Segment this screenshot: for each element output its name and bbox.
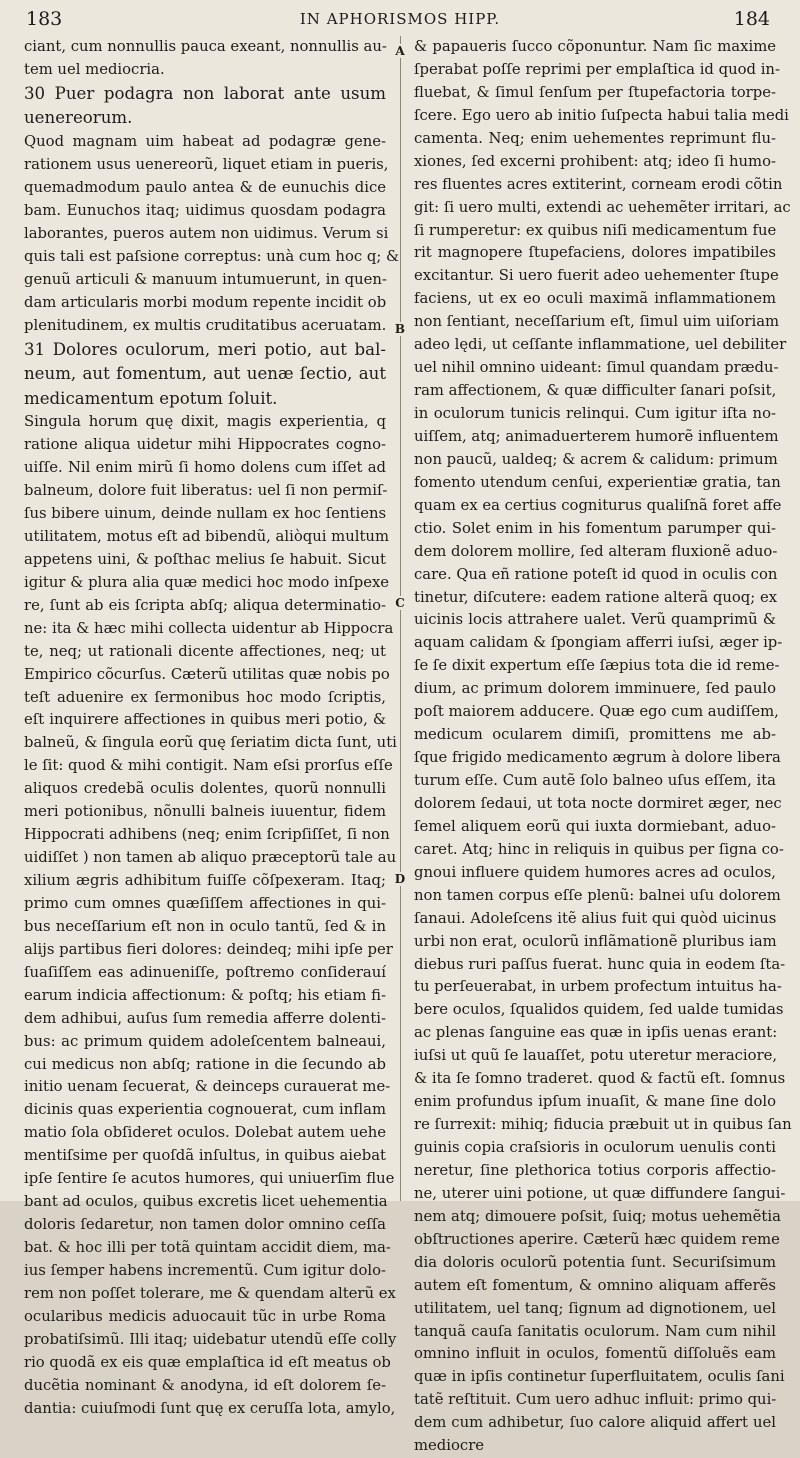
- text-line: le ſit: quod & mihi contigit. Nam eſsi prorſus eſſe: [24, 757, 393, 775]
- text-line: balneum, dolore fuit liberatus: uel ſi non permiſ-: [24, 482, 388, 500]
- text-line: appetens uini, & poſthac melius ſe habuit. Sicut: [24, 550, 386, 568]
- text-line: ratione aliqua uidetur mihi Hippocrates cogno-: [24, 436, 386, 454]
- text-line: adeo lędi, ut ceſſante inflammatione, uel debiliter: [414, 336, 787, 354]
- text-line: ſque frigido medicamento ægrum à dolore libera: [414, 749, 781, 767]
- text-line: bat. & hoc illi per totã quintam accidit diem, ma-: [24, 1239, 391, 1257]
- text-line: ctio. Solet enim in his fomentum parumper qui-: [414, 519, 776, 537]
- text-line: fluebat, & ſimul ſenſum per ſtupefactoria torpe-: [414, 83, 776, 101]
- text-line: dem cum adhibetur, ſuo calore aliquid affert uel: [414, 1414, 776, 1432]
- text-line: ocularibus medicis aduocauit tũc in urbe Roma: [24, 1307, 386, 1325]
- text-line: plenitudinem, ex multis cruditatibus aceruatam.: [24, 316, 387, 334]
- text-line: poſt maiorem adducere. Quæ ego cum audiſſem,: [414, 703, 779, 721]
- text-line: Singula horum quę dixit, magis experientia, q: [24, 413, 386, 431]
- text-line: ipſe ſentire ſe acutos humores, qui uniuerſim flue: [24, 1170, 395, 1188]
- text-line: bam. Eunuchos itaq; uidimus quosdam podagra: [24, 201, 386, 219]
- text-line: xiones, ſed excerni prohibent: atq; ideo ſi humo-: [414, 152, 776, 170]
- text-line: meri potionibus, nõnulli balneis iuuentur, fidem: [24, 803, 386, 821]
- margin-letter-c: C: [393, 596, 407, 610]
- text-line: tatẽ reſtituit. Cum uero adhuc influit: primo qui-: [414, 1391, 777, 1409]
- text-line: utilitatem, uel tanq; ſignum ad dignotionem, uel: [414, 1299, 776, 1317]
- text-line: omnino influit in oculos, fomentũ diſſoluẽs eam: [414, 1345, 776, 1363]
- text-line: uel nihil omnino uideant: ſimul quandam prædu-: [414, 359, 779, 377]
- text-line: utilitatem, motus eſt ad bibendũ, aliòqui multum: [24, 527, 389, 545]
- text-line: initio uenam ſecuerat, & deinceps curauerat me-: [24, 1078, 391, 1096]
- text-line: ne, uterer uini potione, ut quæ diffundere ſangui-: [414, 1184, 786, 1202]
- text-line: tinetur, diſcutere: eadem ratione alterã quoq; ex: [414, 588, 778, 606]
- text-line: obſtructiones aperire. Cæterũ hæc quidem reme: [414, 1230, 780, 1248]
- text-line: genuũ articuli & manuum intumuerunt, in quen-: [24, 270, 387, 288]
- text-line: nem atq; dimouere poſsit, ſuiq; motus uehemẽtia: [414, 1207, 781, 1225]
- text-line: ſus bibere uinum, deinde nullam ex hoc ſentiens: [24, 505, 387, 523]
- text-line: balneũ, & ſingula eorũ quę ſeriatim dicta ſunt, uti: [24, 734, 397, 752]
- text-line: & papaueris ſucco cõponuntur. Nam ſic maxime: [414, 38, 776, 55]
- text-line: iuſsi ut quũ ſe lauaſſet, potu uteretur meraciore,: [414, 1047, 778, 1065]
- text-line: xilium ægris adhibitum fuiſſe cõſpexeram. Itaq;: [24, 872, 386, 890]
- text-line: neretur, ſine plethorica totius corporis affectio-: [414, 1161, 776, 1179]
- aphorism-line: 30 Puer podagra non laborat ante usum: [24, 83, 386, 103]
- text-line: quam ex ea certius cogniturus qualiſnã foret affe: [414, 496, 782, 514]
- text-line: ſemel aliquem eorũ qui iuxta dormiebant, aduo-: [414, 817, 776, 835]
- text-line: bere oculos, ſqualidos quidem, ſed ualde tumidas: [414, 1001, 784, 1019]
- text-line: rationem usus uenereorũ, liquet etiam in pueris,: [24, 156, 389, 173]
- page-number-right: 184: [733, 8, 770, 30]
- text-line: rio quodã ex eis quæ emplaſtica id eſt meatus ob: [24, 1353, 391, 1371]
- text-line: uiſſem, atq; animaduerterem humorẽ influentem: [414, 427, 779, 445]
- text-line: urbi non erat, oculorũ inflãmationẽ pluribus iam: [414, 932, 777, 950]
- text-line: ſanaui. Adoleſcens itẽ alius fuit qui quòd uicinus: [414, 909, 777, 927]
- text-line: & ita ſe ſomno traderet. quod & factũ eſt. ſomnus: [414, 1070, 786, 1088]
- text-line: turum eſſe. Cum autẽ ſolo balneo uſus eſſem, ita: [414, 772, 776, 789]
- text-line: dem adhibui, auſus ſum remedia afferre dolenti-: [24, 1009, 386, 1027]
- running-title: IN APHORISMOS HIPP.: [299, 10, 501, 28]
- text-line: enim profundus ipſum inuaſit, & mane ſine dolo: [414, 1093, 776, 1111]
- text-line: Empirico cõcurſus. Cæterũ utilitas quæ nobis po: [24, 665, 390, 683]
- text-line: igitur & plura alia quæ medici hoc modo inſpexe: [24, 573, 390, 591]
- text-line: rit magnopere ſtupefaciens, dolores impatibiles: [414, 244, 776, 262]
- text-line: gnoui influere quidem humores acres ad oculos,: [414, 863, 776, 881]
- text-line: quis tali est paſsione correptus: unà cum hoc q; &: [24, 247, 400, 265]
- text-line: faciens, ut ex eo oculi maximã inflammationem: [414, 290, 776, 308]
- margin-letter-a: A: [393, 44, 407, 58]
- text-line: aquam calidam & ſpongiam afferri iuſsi, æger ip-: [414, 634, 783, 652]
- text-line: mentiſsime per quoſdã inſultus, in quibus aiebat: [24, 1147, 386, 1165]
- text-line: guinis copia craſsioris in oculorum uenulis conti: [414, 1139, 776, 1156]
- aphorism-line: medicamentum epotum ſoluit.: [24, 388, 278, 408]
- text-line: ſe ſe dixit expertum eſſe ſæpius tota die id reme-: [414, 657, 780, 675]
- text-line: re ſurrexit: mihiq; fiducia præbuit ut in quibus ſan: [414, 1116, 792, 1134]
- text-line: earum indicia affectionum: & poſtq; his etiam fi-: [24, 986, 386, 1004]
- text-line: probatiſsimũ. Illi itaq; uidebatur utendũ eſſe colly: [24, 1330, 397, 1348]
- text-line: rem non poſſet tolerare, me & quendam alterũ ex: [24, 1284, 396, 1302]
- text-line: dium, ac primum dolorem imminuere, ſed paulo: [414, 680, 776, 698]
- text-line: re, ſunt ab eis ſcripta abſq; aliqua determinatio-: [24, 596, 386, 614]
- text-line: camenta. Neq; enim uehementes reprimunt flu-: [414, 129, 776, 147]
- text-line: uidiſſet ) non tamen ab aliquo præceptorũ tale au: [24, 849, 397, 867]
- text-line: teſt aduenire ex ſermonibus hoc modo ſcriptis,: [24, 688, 386, 706]
- text-line: quemadmodum paulo antea & de eunuchis dice: [24, 178, 386, 196]
- text-line: ac plenas ſanguine eas quæ in ipſis uenas erant:: [414, 1024, 778, 1042]
- text-line: quæ in ipſis continetur ſuperfluitatem, oculis ſani: [414, 1368, 785, 1386]
- text-line: bus neceſſarium eſt non in oculo tantũ, ſed & in: [24, 917, 386, 935]
- text-line: aliquos credebã oculis dolentes, quorũ nonnulli: [24, 780, 386, 798]
- text-line: autem eſt fomentum, & omnino aliquam afferẽs: [414, 1276, 776, 1294]
- text-line: non paucũ, ualdeq; & acrem & calidum: primum: [414, 450, 778, 468]
- text-line: non tamen corpus eſſe plenũ: balnei uſu dolorem: [414, 886, 781, 904]
- margin-letter-b: B: [394, 322, 406, 336]
- text-line: diebus ruri paſſus fuerat. hunc quia in eodem ſta-: [414, 955, 786, 973]
- text-line: laborantes, pueros autem non uidimus. Verum si: [24, 224, 389, 242]
- text-line: uicinis locis attrahere ualet. Verũ quamprimũ &: [414, 611, 776, 629]
- text-line: caret. Atq; hinc in reliquis in quibus per ſigna co-: [414, 840, 784, 858]
- text-line: dam articularis morbi modum repente incidit ob: [24, 293, 387, 311]
- text-line: excitantur. Si uero fuerit adeo uehementer ſtupe: [414, 267, 779, 285]
- column-divider: [400, 36, 401, 1201]
- right-text-column: [414, 36, 792, 1455]
- aphorism-line: 31 Dolores oculorum, meri potio, aut bal-: [24, 339, 386, 359]
- text-line: dicinis quas experientia cognouerat, cum inflam: [24, 1101, 386, 1119]
- text-line: fomento utendum cenſui, experientiæ gratia, tan: [414, 473, 781, 491]
- text-line: dolorem ſedaui, ut tota nocte dormiret æger, nec: [414, 794, 782, 812]
- text-line: eſt inquirere affectiones in quibus meri potio, &: [24, 711, 386, 729]
- text-line: uiſſe. Nil enim mirũ ſi homo dolens cum iſſet ad: [24, 459, 386, 477]
- text-line: mediocre: [414, 1437, 485, 1455]
- text-line: non ſentiant, neceſſarium eſt, ſimul uim uiſoriam: [414, 313, 780, 331]
- text-line: dantia: cuiuſmodi ſunt quę ex ceruſſa lota, amylo,: [24, 1399, 396, 1417]
- aphorism-line: neum, aut fomentum, aut uenæ ſectio, aut: [24, 364, 386, 384]
- text-line: ciant, cum nonnullis pauca exeant, nonnullis au-: [24, 38, 387, 55]
- text-line: ducẽtia nominant & anodyna, id eſt dolorem ſe-: [24, 1376, 386, 1394]
- text-line: Quod magnam uim habeat ad podagræ gene-: [24, 133, 386, 151]
- text-line: git: ſi uero multi, extendi ac uehemẽter irritari, ac: [414, 198, 791, 216]
- text-line: ram affectionem, & quæ difficulter ſanari poſsit,: [414, 382, 777, 400]
- text-line: doloris ſedaretur, non tamen dolor omnino ceſſa: [24, 1216, 386, 1234]
- text-line: ne: ita & hæc mihi collecta uidentur ab Hippocra: [24, 619, 394, 637]
- text-line: dia doloris oculorũ potentia ſunt. Securiſsimum: [414, 1253, 776, 1271]
- text-line: Hippocrati adhibens (neq; enim ſcripſiſſet, ſi non: [24, 826, 390, 844]
- text-line: alijs partibus fieri dolores: deindeq; mihi ipſe per: [24, 940, 393, 958]
- text-line: te, neq; ut rationali dicente affectiones, neq; ut: [24, 642, 386, 660]
- text-line: bus: ac primum quidem adoleſcentem balneaui,: [24, 1032, 386, 1050]
- text-line: in oculorum tunicis relinqui. Cum igitur iſta no-: [414, 405, 776, 422]
- text-line: bant ad oculos, quibus excretis licet uehementia: [24, 1193, 388, 1211]
- text-line: dem dolorem mollire, ſed alteram fluxionẽ aduo-: [414, 542, 778, 560]
- aphorism-line: uenereorum.: [24, 108, 133, 128]
- text-line: care. Qua eñ ratione poteſt id quod in oculis con: [414, 565, 778, 583]
- page-number-left: 183: [26, 8, 63, 30]
- text-line: ſuaſiſſem eas adinueniſſe, poſtremo conſiderauí: [24, 963, 386, 981]
- text-line: cui medicus non abſq; ratione in die ſecundo ab: [24, 1055, 386, 1073]
- text-line: ius ſemper habens incrementũ. Cum igitur dolo-: [24, 1261, 386, 1279]
- text-line: tem uel mediocria.: [24, 60, 165, 78]
- text-line: tu perſeuerabat, in urbem profectum intuitus ha-: [414, 978, 782, 996]
- text-line: tanquã cauſa ſanitatis oculorum. Nam cum nihil: [414, 1322, 776, 1340]
- text-line: medicum ocularem dimiſi, promittens me ab-: [414, 726, 776, 744]
- text-line: res fluentes acres extiterint, corneam erodi cõtin: [414, 175, 783, 193]
- text-line: ſcere. Ego uero ab initio ſuſpecta habui talia medi: [414, 106, 789, 124]
- text-line: matio ſola obſideret oculos. Dolebat autem uehe: [24, 1124, 387, 1142]
- text-line: primo cum omnes quæſiſſem affectiones in qui-: [24, 894, 386, 912]
- text-line: ſperabat poſſe reprimi per emplaſtica id quod in-: [414, 60, 780, 78]
- text-line: ſi rumperetur: ex quibus niſi medicamentum fue: [414, 221, 777, 239]
- margin-letter-d: D: [394, 872, 406, 886]
- left-text-column: [24, 36, 400, 1417]
